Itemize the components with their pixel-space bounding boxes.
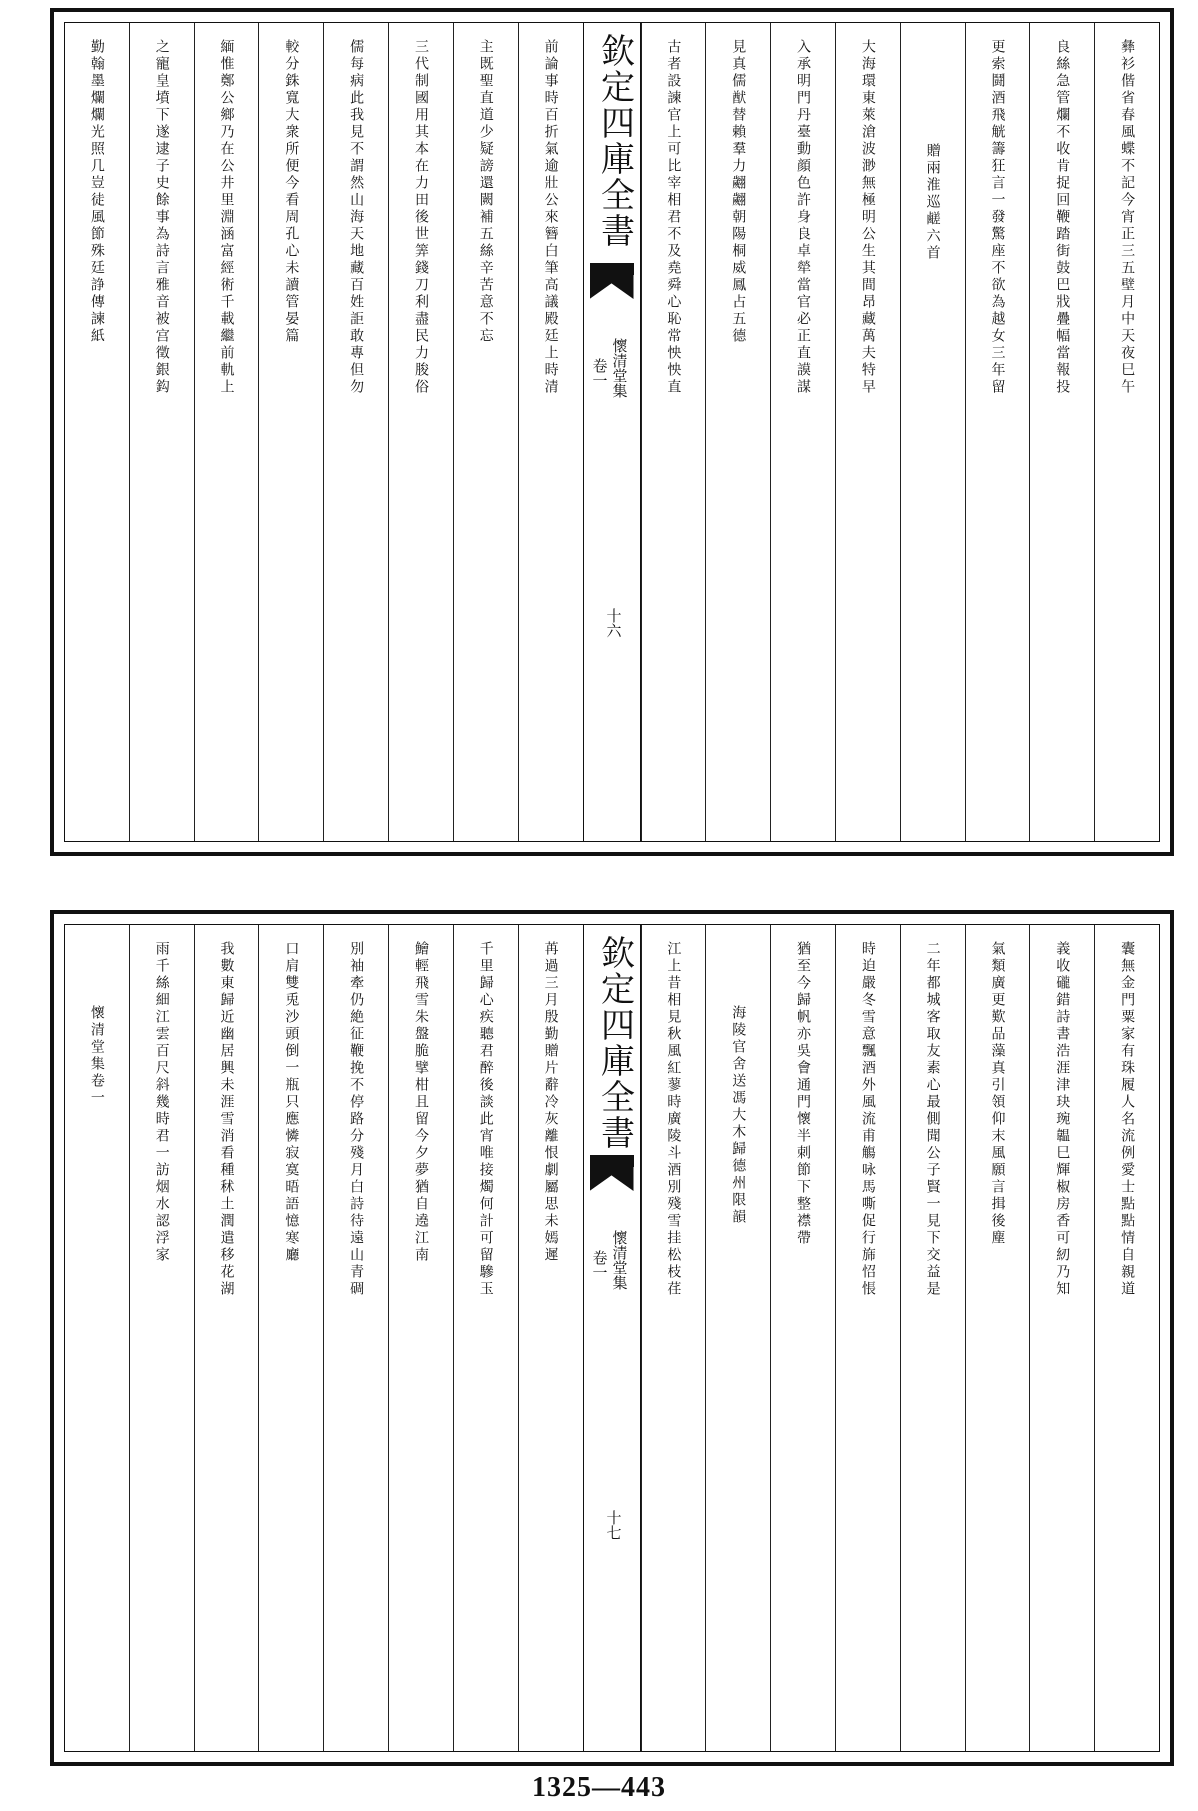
text-column: 江上昔相見秋風紅蓼時廣陵斗酒別殘雪挂松枝荏 [641,925,706,1751]
text-column: 時迫嚴冬雪意飄酒外風流甫觴咏馬嘶促行旆怊悵 [835,925,900,1751]
text-column: 儒每病此我見不謂然山海天地藏百姓詎敢專但勿 [323,23,388,841]
poem-heading-column: 贈兩淮巡鹺六首 [900,23,965,841]
text-column: 入承明門丹臺動顔色許身良卓犖當官必正直謨謀 [770,23,835,841]
text-column: 二年都城客取友素心最側聞公子賢一見下交益是 [900,925,965,1751]
banner-leaf-number: 十六 [604,608,623,638]
text-column: 勤翰墨爛爛光照几豈徒風節殊廷諍傳諫紙 [88,39,105,345]
text-column: 彝衫偕省春風蝶不記今宵正三五壁月中天夜巳午 [1094,23,1159,841]
banner-leaf-number: 十七 [604,1510,623,1540]
text-column: 之寵皇墳下遂逮子史餘事為詩言雅音被宫徵銀鈎 [129,23,194,841]
text-column: 別袖牽仍絶征鞭挽不停路分殘月白詩待遠山青碉 [323,925,388,1751]
text-column: 鱠輕飛雪朱盤脆擘柑且留今夕夢猶自遶江南 [388,925,453,1751]
top-page [50,8,1174,856]
center-banner [583,925,641,1751]
page-number: 1325—443 [532,1772,666,1803]
text-column: 我數東歸近幽居興未涯雪消看種秫土潤遣移花湖 [194,925,259,1751]
text-column: 口肩雙兎沙頭倒一瓶只應憐寂寞晤語憶寒廳 [258,925,323,1751]
text-column: 千里歸心疾聽君醉後談此宵唯接燭何計可留驂玉 [453,925,518,1751]
text-column: 更索鬪酒飛觥籌狂言一發驚座不欲為越女三年留 [965,23,1030,841]
text-column: 古者設諫官上可比宰相君不及堯舜心恥常怏怏直 [641,23,706,841]
banner-collection: 懷清堂集 [610,338,629,398]
text-column: 較分銖寬大衆所便今看周孔心未讀管晏篇 [258,23,323,841]
poem-heading-column: 海陵官舍送馮大木歸德州限韻 [705,925,770,1751]
banner-volume: 卷一 [590,358,609,388]
bottom-page-columns [65,925,1159,1751]
banner-title: 欽定四庫全書 [594,33,635,249]
bottom-page-frame [64,924,1160,1752]
volume-end-column: 懷清堂集卷一 [88,1005,105,1107]
text-column: 苒過三月殷勤贈片辭冷灰離恨劇屬思未嫣遲 [518,925,583,1751]
text-column: 主既聖直道少疑謗還闕補五絲辛苦意不忘 [453,23,518,841]
center-banner [583,23,641,841]
banner-title: 欽定四庫全書 [594,935,635,1151]
text-column: 大海環東萊滄波渺無極明公生其間昂藏萬夫特早 [835,23,900,841]
text-column: 緬惟鄭公鄉乃在公井里淵涵富經術千載繼前軌上 [194,23,259,841]
text-column: 三代制國用其本在力田後世筭錢刀利盡民力朘俗 [388,23,453,841]
top-page-columns [65,23,1159,841]
text-column: 良絲急管爛不收肯捉回鞭踏街鼓巴戕疊幅當報投 [1029,23,1094,841]
bottom-page [50,910,1174,1766]
text-column: 前論事時百折氣逾壯公來簪白筆高議殿廷上時清 [518,23,583,841]
text-column: 氣類廣更歎品藻真引領仰末風願言揖後塵 [965,925,1030,1751]
banner-collection: 懷清堂集 [610,1230,629,1290]
top-page-frame [64,22,1160,842]
text-column: 雨千絲細江雲百尺斜幾時君一訪烟水認浮家 [129,925,194,1751]
text-column: 囊無金門粟家有珠履人名流例愛士點點情自親道 [1094,925,1159,1751]
text-column: 義收礲錯詩書浩涯津玦琬韞巳輝椒房香可紉乃知 [1029,925,1094,1751]
text-column: 見真儒猷替賴羣力翽翽朝陽桐威鳳占五德 [705,23,770,841]
fish-tail-ornament [590,263,634,303]
text-column: 猶至今歸帆亦吳會通門懷半刺節下整襟帶 [770,925,835,1751]
fish-tail-ornament [590,1155,634,1195]
banner-volume: 卷一 [590,1250,609,1280]
